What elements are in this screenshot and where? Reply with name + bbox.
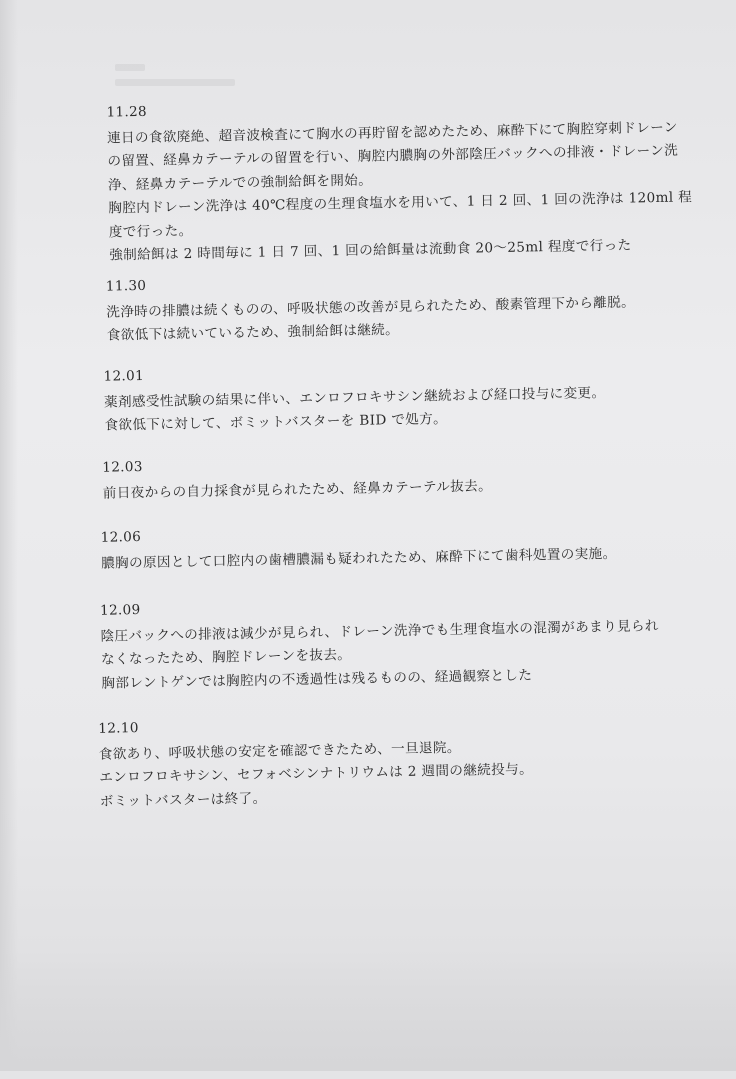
entry-line: 薬剤感受性試験の結果に伴い、エンロフロキサシン継続および経口投与に変更。 [103,384,606,411]
entry-line: 胸腔内ドレーン洗浄は 40℃程度の生理食塩水を用いて、1 日 2 回、1 回の洗浄は 120ml 程 [108,189,693,217]
entry-date: 11.30 [105,277,147,295]
entry-line: 食欲低下に対して、ボミットバスターを BID で処方。 [104,411,448,434]
entry-1210 [98,710,534,814]
entry-1203 [102,449,492,505]
entry-date: 12.09 [99,602,141,619]
entry-line: 陰圧バックへの排液は減少が見られ、ドレーン洗浄でも生理食塩水の混濁があまり見られ [100,617,659,645]
entry-1128 [106,90,693,268]
entry-line: 食欲低下は続いているため、強制給餌は継続。 [106,321,400,344]
entry-line: 浄、経鼻カテーテルでの強制給餌を開始。 [107,171,373,194]
entry-line: 膿胸の原因として口腔内の歯槽膿漏も疑われたため、麻酔下にて歯科処置の実施。 [101,545,617,572]
entry-line: 強制給餌は 2 時間毎に 1 日 7 回、1 回の給餌量は流動食 20～25ml 程度で行った [109,237,632,264]
entry-date: 12.01 [103,367,145,385]
entry-date: 12.03 [102,458,143,476]
entry-1206 [100,517,616,576]
entry-date: 12.10 [98,720,139,737]
entry-line: エンロフロキサシン、セフォベシンナトリウムは 2 週間の継続投与。 [99,761,534,786]
entry-line: 洗浄時の排膿は続くものの、呼吸状態の改善が見られたため、酸素管理下から離脱。 [106,293,636,321]
entry-line: なくなったため、胸腔ドレーンを抜去。 [100,646,352,668]
entry-1209 [100,589,660,696]
entry-line: ボミットバスターは終了。 [99,790,267,810]
entry-line: の留置、経鼻カテーテルの留置を行い、胸腔内膿胸の外部陰圧バックへの排液・ドレーン洗 [107,142,679,170]
entry-line: 連日の食欲廃絶、超音波検査にて胸水の再貯留を認めたため、麻酔下にて胸腔穿刺ドレーン [106,119,678,147]
entry-1130 [106,265,636,348]
entry-line: 胸部レントゲンでは胸腔内の不透過性は残るものの、経過観察とした [101,666,533,692]
entry-date: 11.28 [106,103,148,121]
entry-line: 食欲あり、呼吸状態の安定を確認できたため、一旦退院。 [98,739,461,763]
entry-line: 度で行った。 [108,222,193,241]
entry-line: 前日夜からの自力採食が見られたため、経鼻カテーテル抜去。 [102,477,493,502]
entry-date: 12.06 [100,528,142,546]
entry-1201 [103,356,606,438]
